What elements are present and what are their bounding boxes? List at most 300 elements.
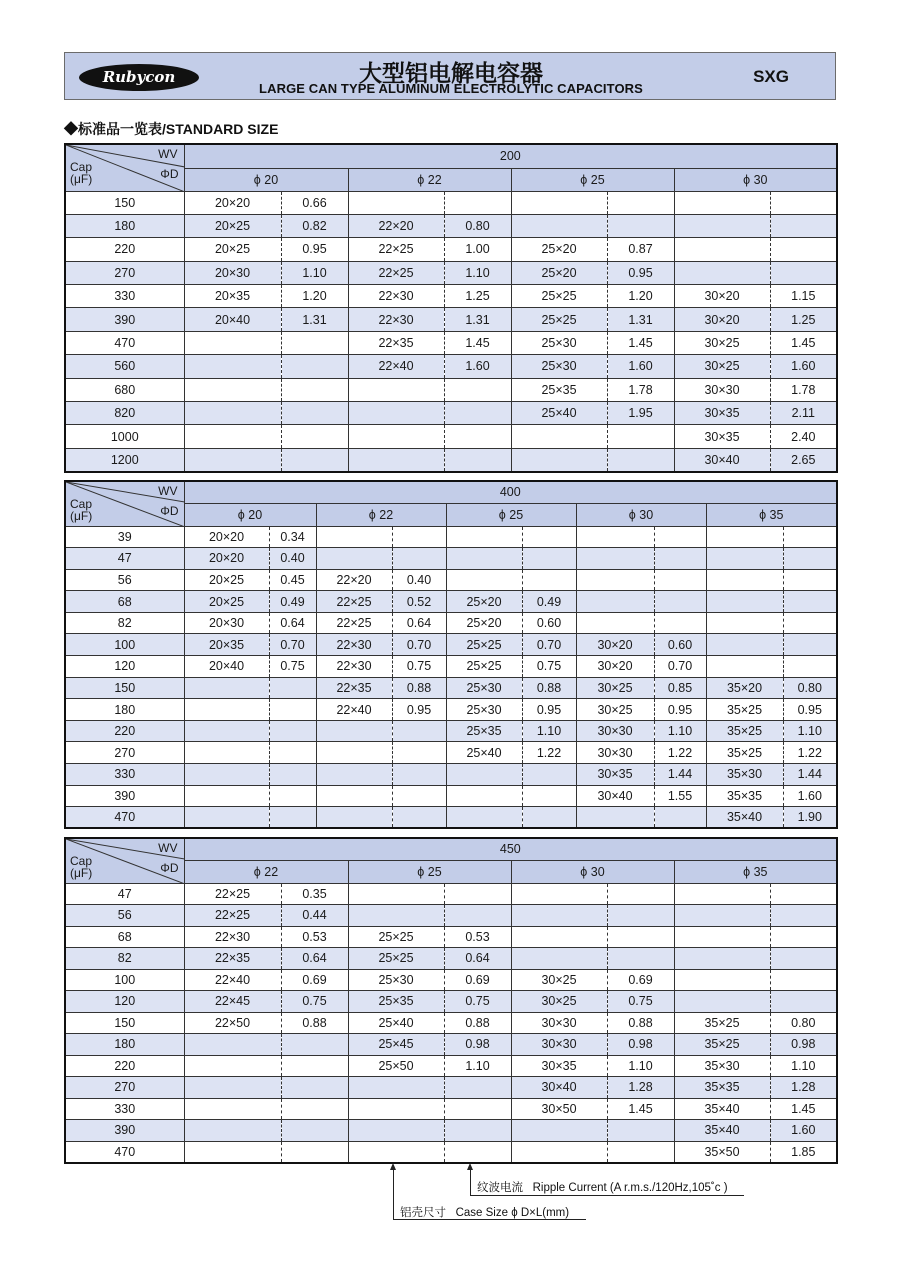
ripple-current-cell: 1.22 xyxy=(654,742,706,764)
ripple-current-cell xyxy=(269,699,316,721)
diameter-header: ϕ 25 xyxy=(348,860,511,883)
capacitance-cell: 100 xyxy=(65,634,184,656)
case-size-cell: 35×20 xyxy=(706,677,783,699)
ripple-current-cell: 0.98 xyxy=(444,1034,511,1056)
case-size-cell xyxy=(184,807,269,829)
case-size-cell: 30×30 xyxy=(576,742,654,764)
case-size-cell: 22×30 xyxy=(348,285,444,308)
table-row xyxy=(65,238,837,261)
case-size-cell xyxy=(184,677,269,699)
header-row-wv xyxy=(65,481,837,503)
capacitance-cell: 270 xyxy=(65,742,184,764)
case-size-cell xyxy=(674,191,770,214)
ripple-current-cell: 0.69 xyxy=(281,969,348,991)
ripple-current-cell xyxy=(269,807,316,829)
ripple-current-cell xyxy=(281,448,348,471)
ripple-current-cell xyxy=(269,785,316,807)
table-row xyxy=(65,1098,837,1120)
capacitance-cell: 47 xyxy=(65,548,184,570)
case-size-cell: 35×50 xyxy=(674,1141,770,1163)
case-size-cell: 35×25 xyxy=(674,1012,770,1034)
capacitance-cell: 220 xyxy=(65,238,184,261)
case-size-cell xyxy=(184,1120,281,1142)
case-size-cell: 35×25 xyxy=(674,1034,770,1056)
ripple-current-cell: 1.78 xyxy=(607,378,674,401)
case-size-label-en: Case Size ϕ D×L(mm) xyxy=(455,1207,570,1219)
ripple-current-cell xyxy=(392,742,446,764)
ripple-current-cell xyxy=(444,1141,511,1163)
cap-unit: (μF) xyxy=(70,509,93,523)
wv-value: 450 xyxy=(184,838,837,860)
case-size-cell xyxy=(706,612,783,634)
case-size-cell: 22×40 xyxy=(316,699,392,721)
capacitance-cell: 180 xyxy=(65,699,184,721)
case-size-cell xyxy=(184,1077,281,1099)
ripple-current-cell xyxy=(444,1120,511,1142)
diameter-header: ϕ 22 xyxy=(316,503,446,526)
case-size-cell: 25×50 xyxy=(348,1055,444,1077)
case-size-leader-line xyxy=(393,1169,394,1219)
ripple-current-cell: 1.20 xyxy=(607,285,674,308)
case-size-cell xyxy=(511,191,607,214)
ripple-current-cell xyxy=(770,261,837,284)
ripple-current-cell: 1.31 xyxy=(444,308,511,331)
case-size-cell: 25×45 xyxy=(348,1034,444,1056)
capacitance-cell: 1000 xyxy=(65,425,184,448)
ripple-current-cell xyxy=(269,742,316,764)
case-size-cell: 22×25 xyxy=(316,591,392,613)
phid-label: ΦD xyxy=(160,504,179,518)
ripple-current-cell xyxy=(607,1120,674,1142)
case-size-cell: 25×25 xyxy=(511,285,607,308)
ripple-current-cell: 1.10 xyxy=(444,261,511,284)
cap-text: Cap xyxy=(70,854,93,868)
ripple-current-cell xyxy=(522,569,576,591)
capacitance-cell: 120 xyxy=(65,991,184,1013)
ripple-current-cell: 0.53 xyxy=(281,926,348,948)
ripple-current-cell: 0.88 xyxy=(444,1012,511,1034)
ripple-current-cell: 1.25 xyxy=(770,308,837,331)
table-row xyxy=(65,331,837,354)
case-size-cell xyxy=(706,548,783,570)
ripple-current-cell: 0.64 xyxy=(392,612,446,634)
ripple-current-cell: 1.22 xyxy=(783,742,837,764)
ripple-current-cell xyxy=(392,785,446,807)
case-size-cell: 35×30 xyxy=(674,1055,770,1077)
cap-text: Cap xyxy=(70,160,93,174)
case-size-cell xyxy=(576,526,654,548)
ripple-current-cell xyxy=(522,807,576,829)
capacitance-cell: 470 xyxy=(65,807,184,829)
case-size-cell: 20×30 xyxy=(184,612,269,634)
case-size-cell xyxy=(511,926,607,948)
table-row xyxy=(65,677,837,699)
case-size-cell xyxy=(446,785,522,807)
ripple-current-cell: 1.78 xyxy=(770,378,837,401)
capacitance-cell: 1200 xyxy=(65,448,184,471)
case-size-cell: 30×20 xyxy=(576,634,654,656)
rubycon-logo: Rubycon xyxy=(79,64,199,91)
case-size-cell xyxy=(674,948,770,970)
case-size-cell xyxy=(184,699,269,721)
ripple-current-cell: 1.44 xyxy=(783,764,837,786)
ripple-current-cell xyxy=(522,548,576,570)
capacitance-cell: 680 xyxy=(65,378,184,401)
case-size-cell: 25×25 xyxy=(348,948,444,970)
ripple-current-cell: 0.44 xyxy=(281,905,348,927)
table-row xyxy=(65,742,837,764)
case-size-cell: 30×40 xyxy=(674,448,770,471)
capacitance-cell: 270 xyxy=(65,261,184,284)
case-size-cell: 30×30 xyxy=(576,720,654,742)
ripple-current-cell: 1.45 xyxy=(770,331,837,354)
case-size-cell: 30×25 xyxy=(511,969,607,991)
case-size-cell xyxy=(446,526,522,548)
case-size-cell xyxy=(348,191,444,214)
title-english: LARGE CAN TYPE ALUMINUM ELECTROLYTIC CAPACITORS xyxy=(259,81,643,96)
table-row xyxy=(65,656,837,678)
case-size-cell xyxy=(511,448,607,471)
case-size-cell xyxy=(576,548,654,570)
ripple-leader-line xyxy=(470,1169,471,1195)
case-size-cell: 30×30 xyxy=(674,378,770,401)
case-size-cell xyxy=(446,807,522,829)
capacitance-cell: 560 xyxy=(65,355,184,378)
table-row xyxy=(65,883,837,905)
ripple-current-cell xyxy=(770,238,837,261)
capacitance-cell: 220 xyxy=(65,1055,184,1077)
case-size-cell: 25×35 xyxy=(348,991,444,1013)
diameter-header: ϕ 30 xyxy=(576,503,706,526)
capacitor-table-400 xyxy=(64,480,838,829)
case-size-cell: 20×35 xyxy=(184,285,281,308)
capacitance-cell: 82 xyxy=(65,612,184,634)
case-size-label-cn: 铝壳尺寸 xyxy=(400,1207,446,1219)
ripple-current-cell xyxy=(444,402,511,425)
capacitance-cell: 330 xyxy=(65,764,184,786)
case-size-cell xyxy=(576,612,654,634)
case-size-cell xyxy=(706,591,783,613)
table-row xyxy=(65,1055,837,1077)
ripple-current-cell: 0.87 xyxy=(607,238,674,261)
case-size-cell: 25×40 xyxy=(348,1012,444,1034)
ripple-current-cell: 1.85 xyxy=(770,1141,837,1163)
title-chinese: 大型铝电解电容器 xyxy=(359,60,543,86)
cap-unit: (μF) xyxy=(70,172,93,186)
ripple-current-cell: 1.90 xyxy=(783,807,837,829)
ripple-current-cell xyxy=(783,612,837,634)
case-size-cell: 30×30 xyxy=(511,1034,607,1056)
capacitance-cell: 100 xyxy=(65,969,184,991)
ripple-current-cell: 1.55 xyxy=(654,785,706,807)
case-size-cell: 30×35 xyxy=(674,425,770,448)
ripple-current-cell: 0.64 xyxy=(444,948,511,970)
ripple-current-cell xyxy=(281,402,348,425)
ripple-current-cell xyxy=(654,591,706,613)
table-row xyxy=(65,308,837,331)
ripple-current-cell: 1.10 xyxy=(444,1055,511,1077)
capacitance-cell: 150 xyxy=(65,191,184,214)
capacitance-cell: 390 xyxy=(65,785,184,807)
ripple-current-cell xyxy=(770,926,837,948)
case-size-cell: 20×40 xyxy=(184,308,281,331)
ripple-current-cell xyxy=(269,677,316,699)
ripple-current-cell xyxy=(281,1034,348,1056)
diameter-header: ϕ 22 xyxy=(184,860,348,883)
case-size-cell xyxy=(184,1034,281,1056)
ripple-current-cell xyxy=(281,1120,348,1142)
case-size-cell: 25×20 xyxy=(446,591,522,613)
ripple-current-cell xyxy=(607,883,674,905)
ripple-current-cell: 0.45 xyxy=(269,569,316,591)
header-banner xyxy=(64,52,836,100)
case-size-cell: 25×25 xyxy=(511,308,607,331)
case-size-cell: 30×25 xyxy=(576,677,654,699)
case-size-cell: 20×25 xyxy=(184,591,269,613)
table-row xyxy=(65,1034,837,1056)
case-size-cell xyxy=(184,425,281,448)
case-size-cell: 25×40 xyxy=(511,402,607,425)
ripple-current-cell: 0.98 xyxy=(607,1034,674,1056)
ripple-current-cell xyxy=(607,448,674,471)
case-size-cell: 20×35 xyxy=(184,634,269,656)
ripple-current-cell: 0.75 xyxy=(269,656,316,678)
ripple-current-cell xyxy=(607,1141,674,1163)
ripple-current-cell: 0.95 xyxy=(392,699,446,721)
cap-text: Cap xyxy=(70,497,93,511)
case-size-cell: 25×35 xyxy=(511,378,607,401)
ripple-current-cell: 1.60 xyxy=(607,355,674,378)
ripple-current-cell xyxy=(654,548,706,570)
ripple-current-cell xyxy=(654,807,706,829)
ripple-current-cell: 0.69 xyxy=(444,969,511,991)
ripple-current-cell: 1.31 xyxy=(607,308,674,331)
case-size-cell: 30×40 xyxy=(576,785,654,807)
ripple-current-cell: 1.10 xyxy=(607,1055,674,1077)
case-size-cell: 25×30 xyxy=(446,677,522,699)
case-size-cell xyxy=(674,883,770,905)
phid-label: ΦD xyxy=(160,167,179,181)
capacitance-cell: 82 xyxy=(65,948,184,970)
ripple-current-cell: 0.75 xyxy=(607,991,674,1013)
case-size-cell: 35×25 xyxy=(706,742,783,764)
table-row xyxy=(65,1077,837,1099)
ripple-current-cell: 0.70 xyxy=(654,656,706,678)
case-size-cell xyxy=(348,378,444,401)
case-size-cell xyxy=(184,402,281,425)
section-title: ◆标准品一览表/STANDARD SIZE xyxy=(64,121,279,137)
table-row xyxy=(65,448,837,471)
case-size-cell: 22×35 xyxy=(184,948,281,970)
ripple-current-cell: 0.70 xyxy=(392,634,446,656)
case-size-cell xyxy=(511,883,607,905)
case-size-cell xyxy=(316,764,392,786)
table-row xyxy=(65,191,837,214)
case-size-cell xyxy=(184,720,269,742)
case-size-cell xyxy=(706,656,783,678)
ripple-current-cell xyxy=(444,1077,511,1099)
ripple-current-cell xyxy=(281,331,348,354)
case-size-cell: 22×25 xyxy=(348,261,444,284)
case-size-cell: 20×25 xyxy=(184,214,281,237)
capacitance-cell: 56 xyxy=(65,569,184,591)
case-size-cell xyxy=(348,1141,444,1163)
ripple-current-cell: 0.60 xyxy=(654,634,706,656)
table-row xyxy=(65,699,837,721)
table-row xyxy=(65,991,837,1013)
case-size-cell xyxy=(446,569,522,591)
ripple-current-cell: 0.85 xyxy=(654,677,706,699)
case-size-cell: 22×25 xyxy=(184,883,281,905)
case-size-cell: 25×25 xyxy=(446,634,522,656)
case-size-cell xyxy=(674,261,770,284)
case-size-cell: 22×25 xyxy=(184,905,281,927)
case-size-cell: 30×25 xyxy=(674,355,770,378)
ripple-current-cell: 0.88 xyxy=(607,1012,674,1034)
case-size-cell: 22×20 xyxy=(316,569,392,591)
ripple-current-cell xyxy=(654,526,706,548)
case-size-cell xyxy=(706,569,783,591)
header-row-wv xyxy=(65,838,837,860)
ripple-current-cell: 0.80 xyxy=(783,677,837,699)
case-size-cell: 22×35 xyxy=(316,677,392,699)
case-size-cell xyxy=(674,214,770,237)
ripple-current-cell xyxy=(783,526,837,548)
capacitance-cell: 390 xyxy=(65,308,184,331)
case-size-cell: 30×25 xyxy=(576,699,654,721)
table-row xyxy=(65,926,837,948)
case-size-cell xyxy=(446,764,522,786)
ripple-current-cell: 1.60 xyxy=(770,1120,837,1142)
capacitance-cell: 180 xyxy=(65,214,184,237)
wv-label: WV xyxy=(158,147,178,161)
diameter-header: ϕ 35 xyxy=(674,860,837,883)
case-size-cell: 30×50 xyxy=(511,1098,607,1120)
ripple-current-cell xyxy=(654,569,706,591)
ripple-current-cell: 0.66 xyxy=(281,191,348,214)
ripple-current-cell: 1.20 xyxy=(281,285,348,308)
case-size-cell xyxy=(316,526,392,548)
table-row xyxy=(65,634,837,656)
case-size-cell: 25×40 xyxy=(446,742,522,764)
ripple-label-cn: 纹波电流 xyxy=(477,1182,523,1194)
table-row xyxy=(65,1120,837,1142)
case-size-cell xyxy=(316,807,392,829)
series-code: SXG xyxy=(753,67,789,86)
table-row xyxy=(65,261,837,284)
ripple-current-cell: 2.40 xyxy=(770,425,837,448)
table-row xyxy=(65,1012,837,1034)
ripple-current-cell: 1.28 xyxy=(770,1077,837,1099)
corner-header xyxy=(65,838,184,883)
case-size-cell: 35×25 xyxy=(706,699,783,721)
ripple-current-cell: 1.22 xyxy=(522,742,576,764)
ripple-current-cell: 0.34 xyxy=(269,526,316,548)
case-size-cell: 30×35 xyxy=(511,1055,607,1077)
ripple-current-cell: 1.45 xyxy=(607,331,674,354)
case-size-cell xyxy=(184,448,281,471)
ripple-current-cell xyxy=(444,448,511,471)
diameter-header: ϕ 20 xyxy=(184,503,316,526)
case-size-cell: 20×20 xyxy=(184,526,269,548)
ripple-current-cell xyxy=(444,1098,511,1120)
table-row xyxy=(65,569,837,591)
case-size-cell: 22×45 xyxy=(184,991,281,1013)
case-size-cell xyxy=(184,355,281,378)
ripple-current-cell: 1.10 xyxy=(522,720,576,742)
capacitance-cell: 150 xyxy=(65,1012,184,1034)
case-size-cell xyxy=(446,548,522,570)
case-size-cell: 25×30 xyxy=(348,969,444,991)
ripple-current-cell xyxy=(522,526,576,548)
case-size-cell xyxy=(511,425,607,448)
ripple-current-cell: 1.10 xyxy=(654,720,706,742)
capacitance-cell: 120 xyxy=(65,656,184,678)
case-size-cell: 25×25 xyxy=(446,656,522,678)
ripple-current-cell xyxy=(269,720,316,742)
ripple-current-cell: 0.80 xyxy=(770,1012,837,1034)
table-row xyxy=(65,948,837,970)
ripple-current-cell xyxy=(392,526,446,548)
ripple-current-cell: 0.95 xyxy=(281,238,348,261)
case-size-cell: 30×20 xyxy=(674,308,770,331)
capacitance-cell: 470 xyxy=(65,1141,184,1163)
table-row xyxy=(65,355,837,378)
case-size-cell xyxy=(706,526,783,548)
table-row xyxy=(65,905,837,927)
case-size-cell: 30×25 xyxy=(674,331,770,354)
case-size-cell: 30×35 xyxy=(674,402,770,425)
case-size-cell: 35×40 xyxy=(674,1098,770,1120)
case-size-cell xyxy=(674,991,770,1013)
case-size-cell xyxy=(511,948,607,970)
table-row xyxy=(65,720,837,742)
case-size-cell: 35×30 xyxy=(706,764,783,786)
capacitance-cell: 270 xyxy=(65,1077,184,1099)
ripple-current-cell: 0.53 xyxy=(444,926,511,948)
ripple-current-cell: 0.70 xyxy=(522,634,576,656)
ripple-legend xyxy=(477,1179,728,1195)
ripple-current-cell xyxy=(281,1098,348,1120)
ripple-current-cell: 0.95 xyxy=(654,699,706,721)
case-size-cell xyxy=(348,402,444,425)
diameter-header: ϕ 22 xyxy=(348,168,511,191)
ripple-current-cell: 0.88 xyxy=(281,1012,348,1034)
wv-value: 200 xyxy=(184,144,837,168)
case-size-cell: 22×30 xyxy=(316,634,392,656)
ripple-current-cell xyxy=(770,969,837,991)
case-size-cell xyxy=(674,969,770,991)
capacitance-cell: 220 xyxy=(65,720,184,742)
case-size-cell: 30×35 xyxy=(576,764,654,786)
ripple-current-cell xyxy=(281,425,348,448)
ripple-current-cell: 1.25 xyxy=(444,285,511,308)
case-size-cell: 25×25 xyxy=(348,926,444,948)
case-size-cell: 22×20 xyxy=(348,214,444,237)
corner-header xyxy=(65,144,184,191)
ripple-current-cell: 1.60 xyxy=(783,785,837,807)
ripple-current-cell xyxy=(770,883,837,905)
case-size-legend xyxy=(400,1204,569,1220)
ripple-current-cell xyxy=(281,378,348,401)
case-size-cell: 20×20 xyxy=(184,548,269,570)
case-size-cell xyxy=(348,425,444,448)
capacitance-cell: 330 xyxy=(65,285,184,308)
case-size-cell: 22×50 xyxy=(184,1012,281,1034)
diameter-header: ϕ 25 xyxy=(446,503,576,526)
case-size-cell: 20×30 xyxy=(184,261,281,284)
ripple-current-cell xyxy=(783,656,837,678)
